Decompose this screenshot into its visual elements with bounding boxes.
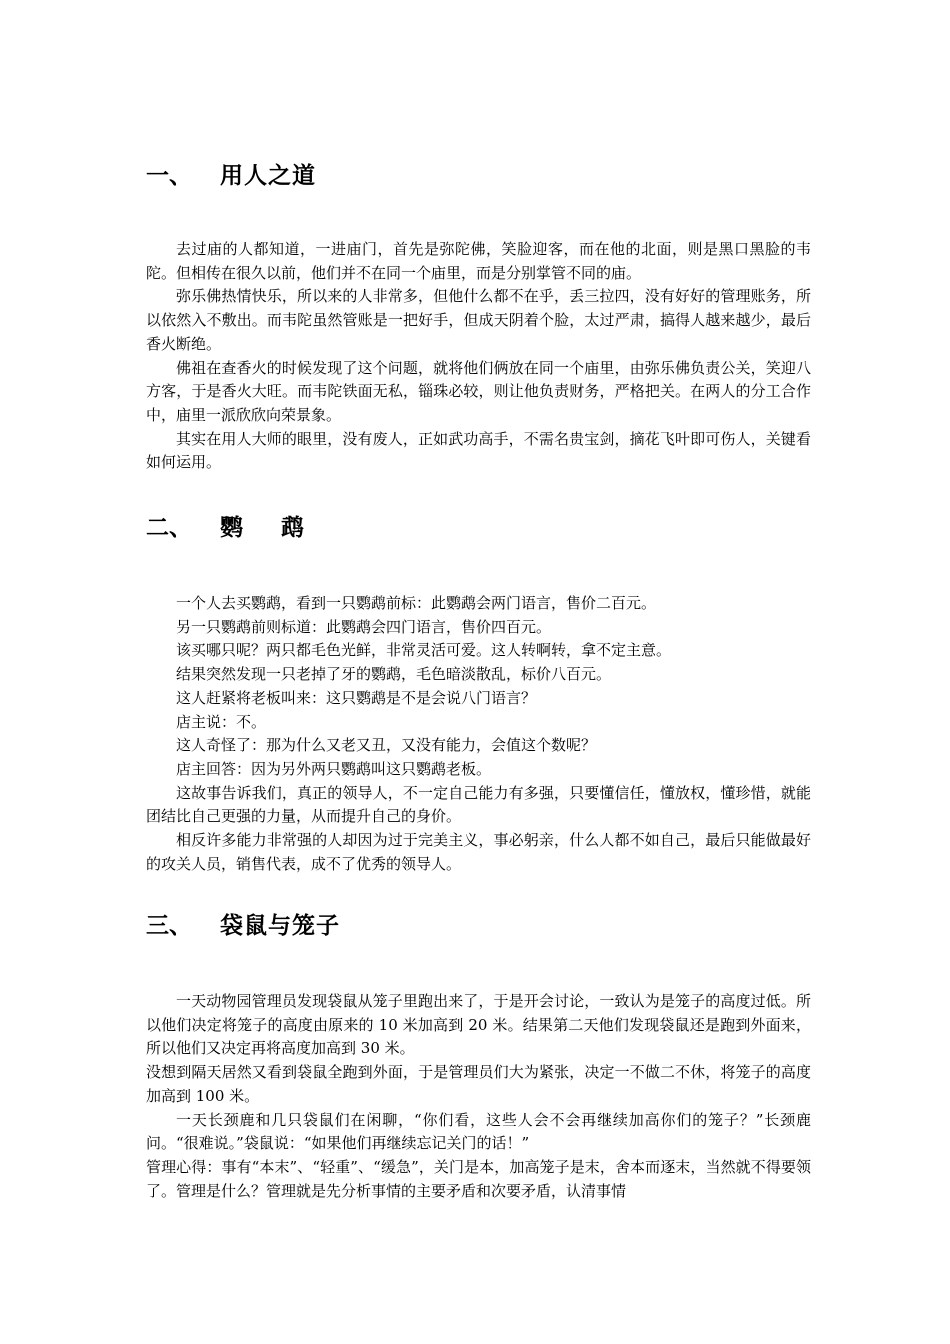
- section-3-title: 袋鼠与笼子: [220, 913, 340, 939]
- paragraph: 其实在用人大师的眼里，没有废人，正如武功高手，不需名贵宝剑，摘花飞叶即可伤人，关键看如何运用。: [146, 429, 811, 472]
- paragraph: 店主回答：因为另外两只鹦鹉叫这只鹦鹉老板。: [176, 759, 492, 778]
- section-2-body: [146, 592, 811, 876]
- section-1-body: [146, 238, 811, 475]
- paragraph: 弥乐佛热情快乐，所以来的人非常多，但他什么都不在乎，丢三拉四，没有好好的管理账务，所以依然入不敷出。而韦陀虽然管账是一把好手，但成天阴着个脸，太过严肃，搞得人越来越少，最后香火断绝。: [146, 287, 811, 353]
- paragraph: 一天长颈鹿和几只袋鼠们在闲聊，“你们看，这些人会不会再继续加高你们的笼子？”长颈鹿问。“很难说。”袋鼠说：“如果他们再继续忘记关门的话！”: [146, 1110, 811, 1153]
- paragraph: 店主说：不。: [176, 712, 267, 731]
- section-2-number: 二、: [146, 515, 192, 541]
- paragraph: 这人奇怪了：那为什么又老又丑，又没有能力，会值这个数呢？: [176, 736, 597, 755]
- paragraph: 佛祖在查香火的时候发现了这个问题，就将他们俩放在同一个庙里，由弥乐佛负责公关，笑迎八方客，于是香火大旺。而韦陀铁面无私，锱珠必较，则让他负责财务，严格把关。在两人的分工合作中，庙里一派欣欣向荣景象。: [146, 358, 811, 424]
- paragraph: 去过庙的人都知道，一进庙门，首先是弥陀佛，笑脸迎客，而在他的北面，则是黑口黑脸的韦陀。但相传在很久以前，他们并不在同一个庙里，而是分别掌管不同的庙。: [146, 240, 811, 282]
- paragraph: 管理心得：事有“本末”、“轻重”、“缓急”，关门是本，加高笼子是末，舍本而逐末，当然就不得要领了。管理是什么？管理就是先分析事情的主要矛盾和次要矛盾，认清事情: [146, 1157, 811, 1200]
- section-1-heading: [146, 160, 316, 192]
- paragraph: 该买哪只呢？两只都毛色光鲜，非常灵活可爱。这人转啊转，拿不定主意。: [176, 641, 672, 660]
- paragraph: 这人赶紧将老板叫来：这只鹦鹉是不是会说八门语言？: [176, 688, 537, 707]
- paragraph: 相反许多能力非常强的人却因为过于完美主义，事必躬亲，什么人都不如自己，最后只能做最好的攻关人员，销售代表，成不了优秀的领导人。: [146, 831, 811, 873]
- section-2-heading: [146, 512, 342, 544]
- section-3-number: 三、: [146, 913, 192, 939]
- paragraph: 这故事告诉我们，真正的领导人，不一定自己能力有多强，只要懂信任，懂放权，懂珍惜，就能团结比自己更强的力量，从而提升自己的身价。: [146, 783, 811, 826]
- paragraph: 一个人去买鹦鹉，看到一只鹦鹉前标：此鹦鹉会两门语言，售价二百元。: [176, 594, 657, 612]
- section-2-title: 鹦鹉: [220, 515, 342, 541]
- section-3-heading: [146, 910, 340, 942]
- section-1-title: 用人之道: [220, 163, 316, 189]
- section-3-body: [146, 990, 811, 1203]
- paragraph: 一天动物园管理员发现袋鼠从笼子里跑出来了，于是开会讨论，一致认为是笼子的高度过低。所以他们决定将笼子的高度由原来的 10 米加高到 20 米。结果第二天他们发现袋鼠还是跑到外面来，所以他们又决定再将高度加高到 30 米。: [146, 992, 811, 1058]
- paragraph: 没想到隔天居然又看到袋鼠全跑到外面，于是管理员们大为紧张，决定一不做二不休，将笼子的高度加高到 100 米。: [146, 1063, 811, 1105]
- paragraph: 结果突然发现一只老掉了牙的鹦鹉，毛色暗淡散乱，标价八百元。: [176, 665, 612, 684]
- section-1-number: 一、: [146, 163, 192, 189]
- paragraph: 另一只鹦鹉前则标道：此鹦鹉会四门语言，售价四百元。: [176, 617, 552, 636]
